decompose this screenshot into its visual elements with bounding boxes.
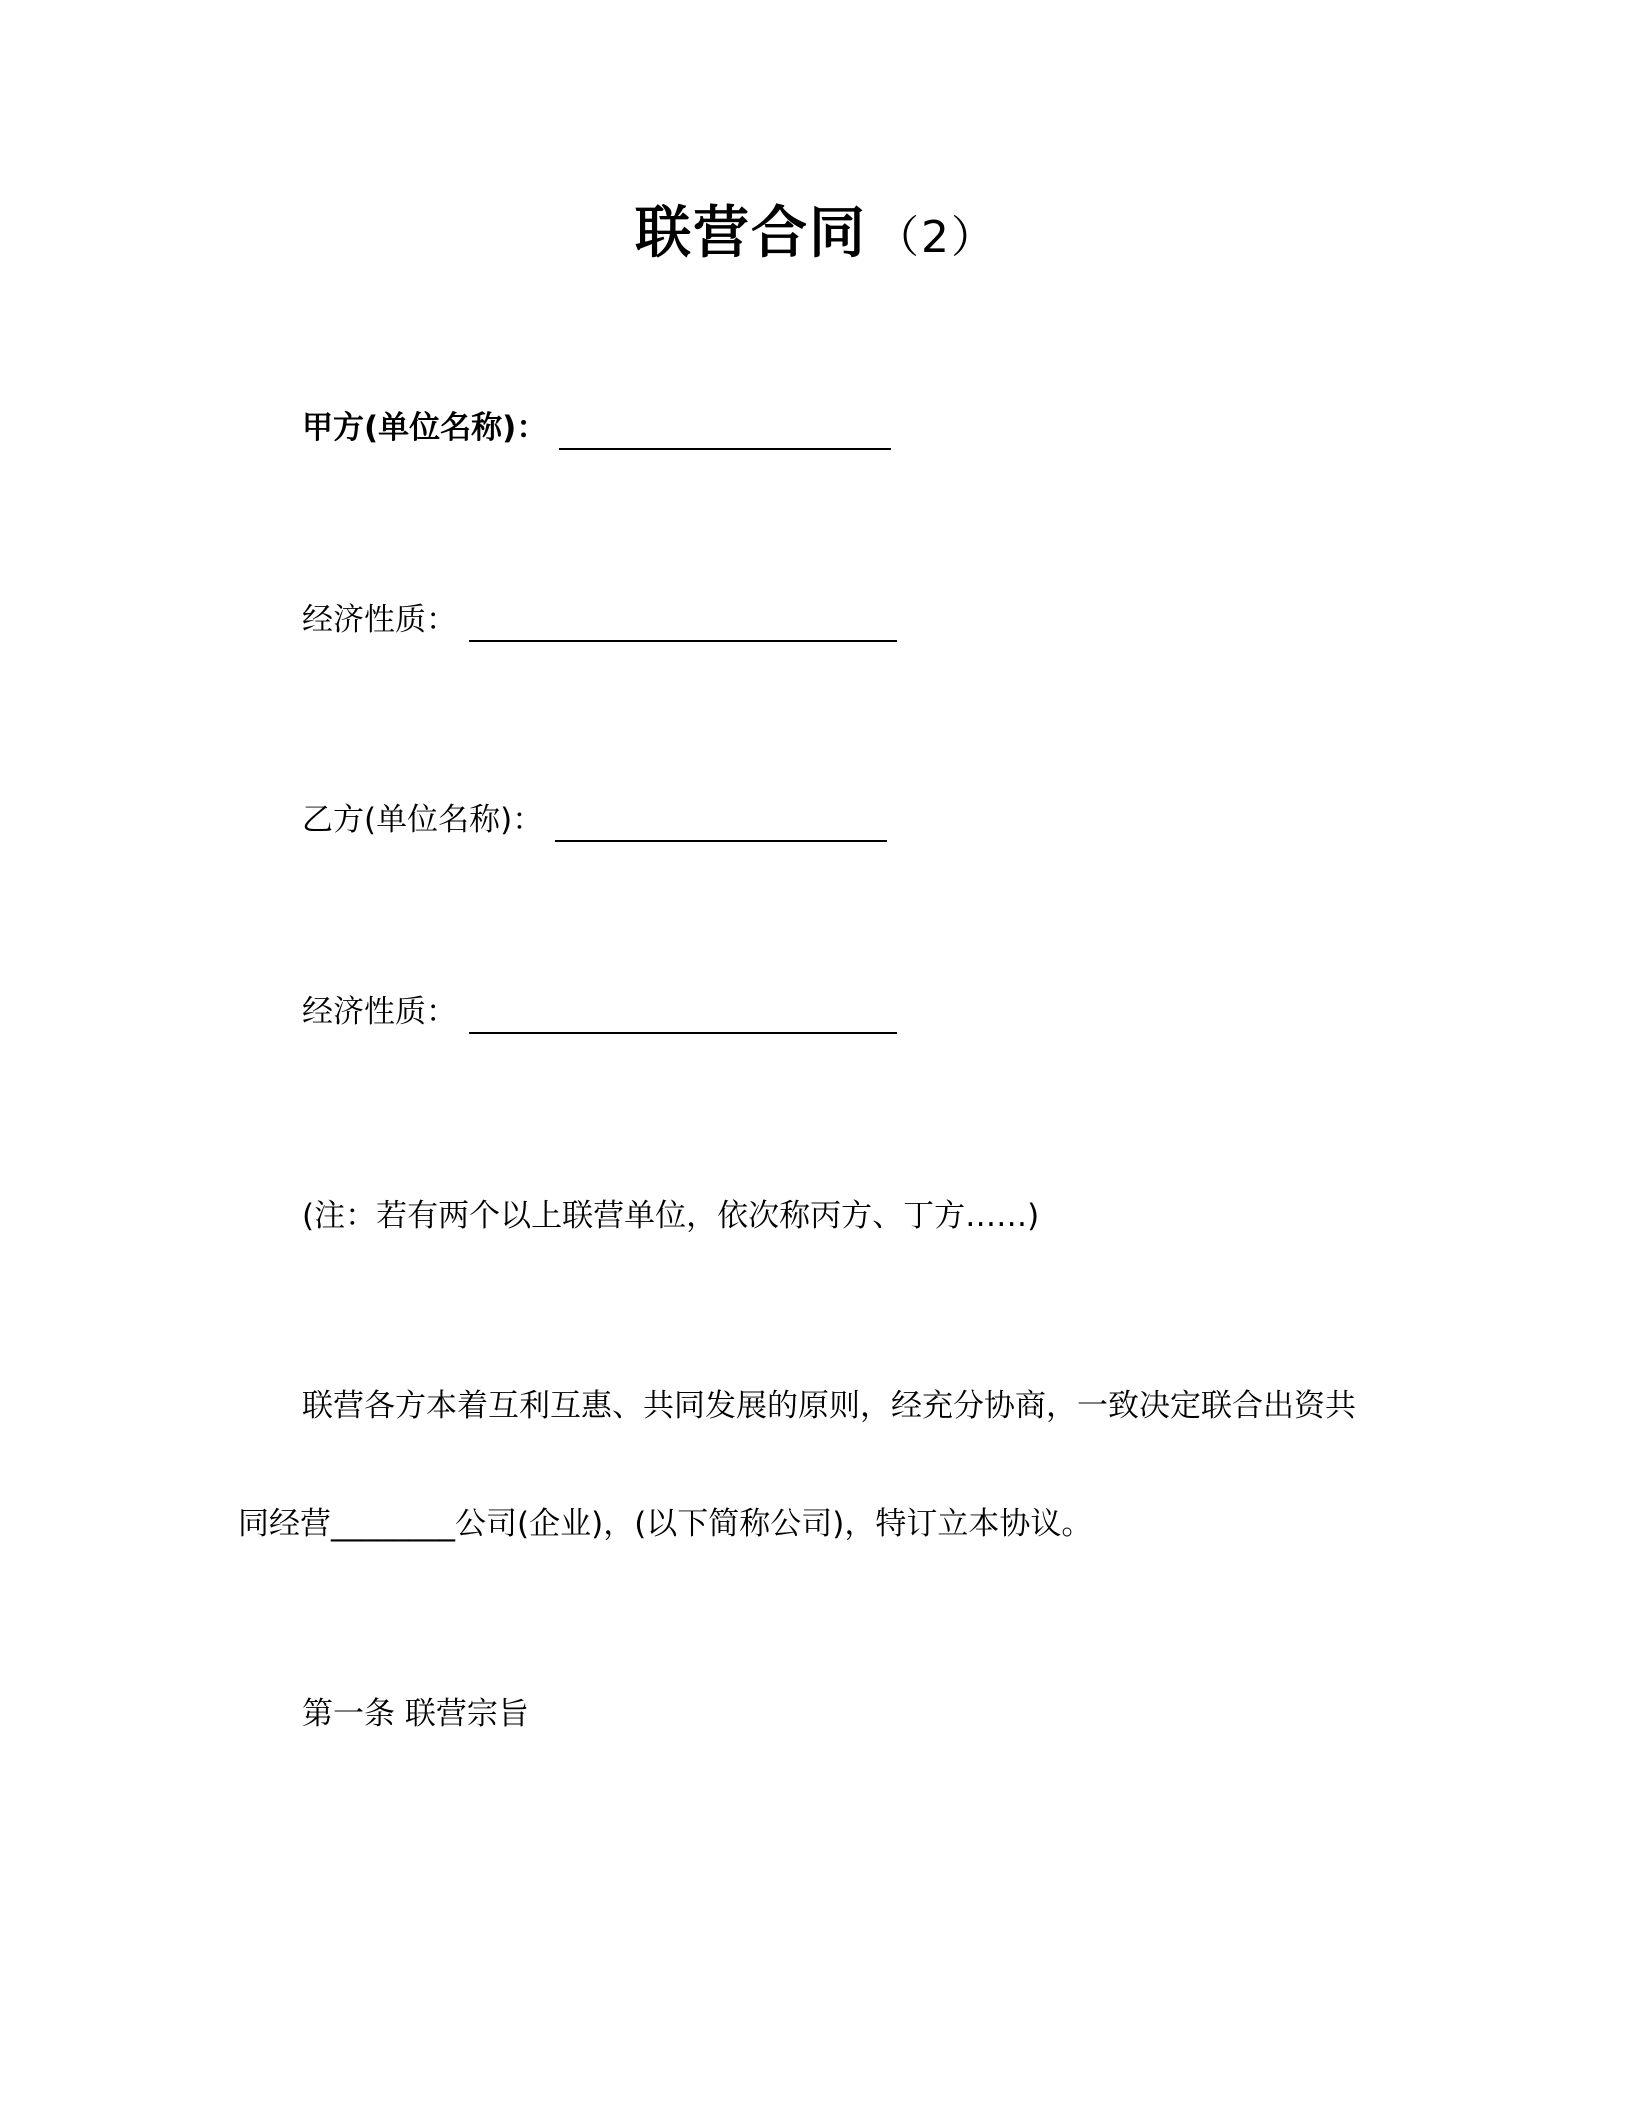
title-text: 联营合同	[635, 201, 867, 266]
party-b-label: 乙方(单位名称)：	[302, 802, 544, 838]
title-suffix: （2）	[875, 212, 997, 263]
party-b-blank	[555, 800, 887, 842]
intro-line-1: 联营各方本着互利互惠、共同发展的原则，经充分协商，一致决定联合出资共	[302, 1388, 1356, 1424]
party-b-nature-label: 经济性质：	[302, 994, 457, 1030]
party-a-field	[302, 406, 891, 450]
article-1-heading: 第一条 联营宗旨	[302, 1696, 529, 1732]
intro-line-2: 同经营________公司(企业)，(以下简称公司)，特订立本协议。	[238, 1506, 1093, 1542]
party-b-nature-blank	[469, 992, 897, 1034]
party-b-nature-field	[302, 990, 897, 1034]
document-title	[0, 196, 1632, 276]
note-text: (注：若有两个以上联营单位，依次称丙方、丁方……)	[302, 1198, 1040, 1234]
party-a-nature-field	[302, 598, 897, 642]
party-b-field	[302, 798, 887, 842]
party-a-label: 甲方(单位名称)：	[302, 410, 548, 446]
party-a-nature-label: 经济性质：	[302, 602, 457, 638]
party-a-blank	[559, 408, 891, 450]
party-a-nature-blank	[469, 600, 897, 642]
